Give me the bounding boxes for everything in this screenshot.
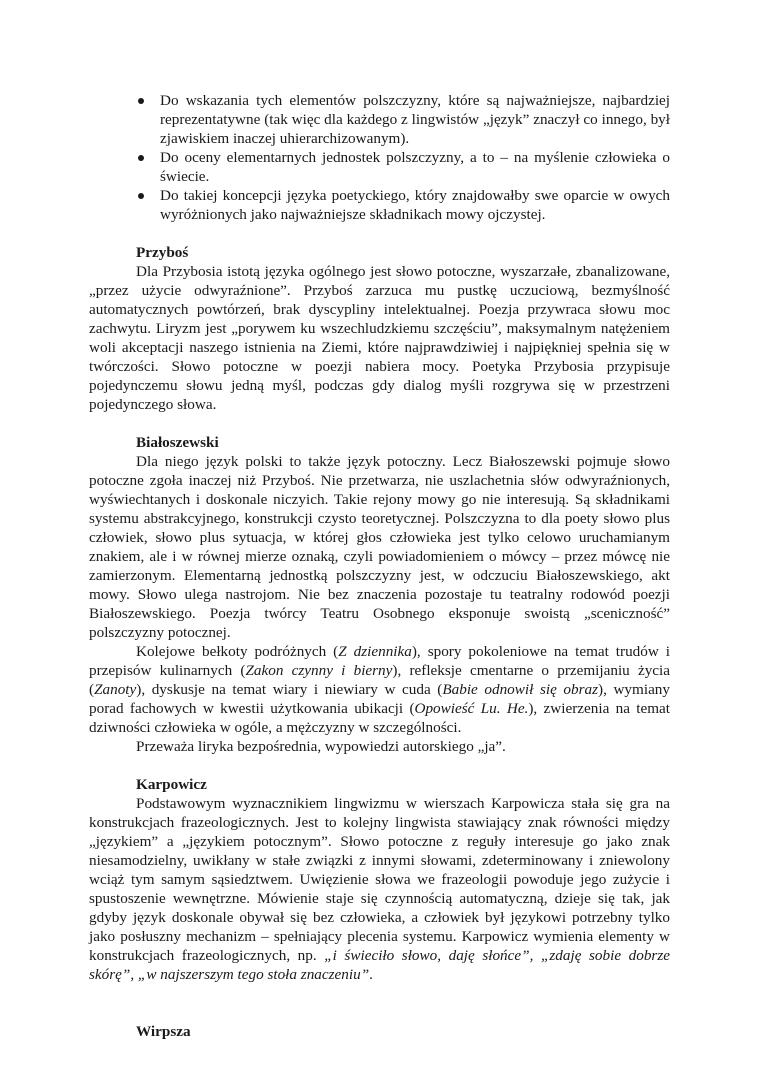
bullet-icon (138, 98, 144, 104)
text-run: . (369, 966, 373, 983)
section-heading: Przyboś (136, 244, 189, 261)
text-run: Kolejowe bełkoty podróżnych ( (136, 643, 339, 660)
section-bialoszewski (89, 433, 670, 756)
text-run: ), spory pokoleniowe na temat trudów i przepisów kulinarnych ( (89, 643, 671, 679)
bullet-item (89, 186, 670, 224)
section-karpowicz (89, 775, 670, 984)
bullet-text: Do wskazania tych elementów polszczyzny, które są najważniejsze, najbardziej reprezentatywne (tak więc dla każdego z lingwistów „język” znaczył co innego, był zjawiskiem inaczej uhierarchizowanym). (160, 92, 670, 147)
paragraph: Przeważa liryka bezpośrednia, wypowiedzi autorskiego „ja”. (136, 738, 506, 755)
text-run: ), zwierzenia na temat dziwności człowieka w ogóle, a mężczyzny w szczególności. (89, 700, 670, 736)
text-run: ), refleksje cmentarne o przemijaniu życia ( (89, 662, 671, 698)
bullet-text: Do oceny elementarnych jednostek polszczyzny, a to – na myślenie człowieka o świecie. (160, 149, 670, 185)
bullet-icon (138, 155, 144, 161)
bullet-icon (138, 193, 144, 199)
bullet-list (89, 91, 670, 224)
title-italic: Zakon czynny i bierny (245, 662, 393, 679)
document-page (89, 91, 670, 1041)
text-run: ), dyskusje na temat wiary i niewiary w cuda ( (136, 681, 443, 698)
paragraph: Dla Przybosia istotą języka ogólnego jest słowo potoczne, wyszarzałe, zbanalizowane, „przez użycie odwyraźnione”. Przyboś zarzuca mu pustkę uczuciową, bezmyślność automatycznych powtórzeń, brak dyscypliny intelektualnej. Poezja przywraca słowu moc zachwytu. Liryzm jest „porywem ku wszechludzkiemu szczęściu”, maksymalnym natężeniem woli akceptacji naszego istnienia na Ziemi, które najprawdziwiej i najpiękniej spełnia się w twórczości. Słowo potoczne w poezji nabiera mocy. Poetyka Przybosia przypisuje pojedynczemu słowu jedną myśl, podczas gdy dialog myśli rozgrywa się w przestrzeni pojedynczego słowa. (89, 263, 670, 413)
text-run: Podstawowym wyznacznikiem lingwizmu w wierszach Karpowicza stała się gra na konstrukcjach frazeologicznych. Jest to kolejny lingwista stawiający znak równości między „językiem” a „językiem potocznym”. Słowo potoczne z reguły interesuje go jako znak niesamodzielny, uwikłany w stałe związki z innymi słowami, zdeterminowany i zniewolony wciąż tym samym sąsiedztwem. Uwięzienie słowa we frazeologii powoduje jego zużycie i spustoszenie wewnętrzne. Mówienie staje się czynnością automatyczną, dzieje się tak, jak gdyby język doskonale obywał się bez człowieka, a człowiek był językowi potrzebny tylko jako posłuszny mechanizm – spełniający plecenia systemu. Karpowicz wymienia elementy w konstrukcjach frazeologicznych, np. (89, 795, 670, 964)
bullet-item (89, 91, 670, 148)
text-run: ), wymiany porad fachowych w kwestii użytkowania ubikacji ( (89, 681, 670, 717)
section-przybos (89, 243, 670, 414)
section-heading: Karpowicz (136, 776, 207, 793)
section-wirpsza (89, 1022, 670, 1041)
title-italic: Z dziennika (338, 643, 412, 660)
section-heading: Wirpsza (136, 1023, 191, 1040)
title-italic: Zanoty (94, 681, 137, 698)
paragraph: Dla niego język polski to także język potoczny. Lecz Białoszewski pojmuje słowo potoczne zgoła inaczej niż Przyboś. Nie przetwarza, nie uszlachetnia słów odwyraźnionych, wyświechtanych i doskonale niczyich. Takie rejony mowy go nie interesują. Są składnikami systemu abstrakcyjnego, konstrukcji czysto teoretycznej. Polszczyzna to dla poety słowo plus człowiek, słowo plus sytuacja, w której głos człowieka jest tylko celowo uruchamianym znakiem, ale i w równej mierze oznaką, czyli powiadomieniem o mówcy – przez mówcę nie zamierzonym. Elementarną jednostką polszczyzny jest, w odczuciu Białoszewskiego, akt mowy. Słowo ulega nastrojom. Nie bez znaczenia pozostaje tu teatralny rodowód poezji Białoszewskiego. Poezja twórcy Teatru Osobnego eksponuje swoistą „sceniczność” polszczyzny potocznej. (89, 453, 670, 641)
paragraph (89, 642, 670, 737)
section-heading: Białoszewski (136, 434, 219, 451)
paragraph (89, 794, 670, 984)
title-italic: Opowieść Lu. He. (414, 700, 529, 717)
bullet-item (89, 148, 670, 186)
quote-italic: „i świeciło słowo, daję słońce”, „zdaję sobie dobrze skórę”, „w najszerszym tego stoła znaczeniu” (89, 947, 670, 983)
title-italic: Babie odnowił się obraz (442, 681, 599, 698)
bullet-text: Do takiej koncepcji języka poetyckiego, który znajdowałby swe oparcie w owych wyróżnionych jako najważniejsze składnikach mowy ojczystej. (160, 187, 670, 223)
